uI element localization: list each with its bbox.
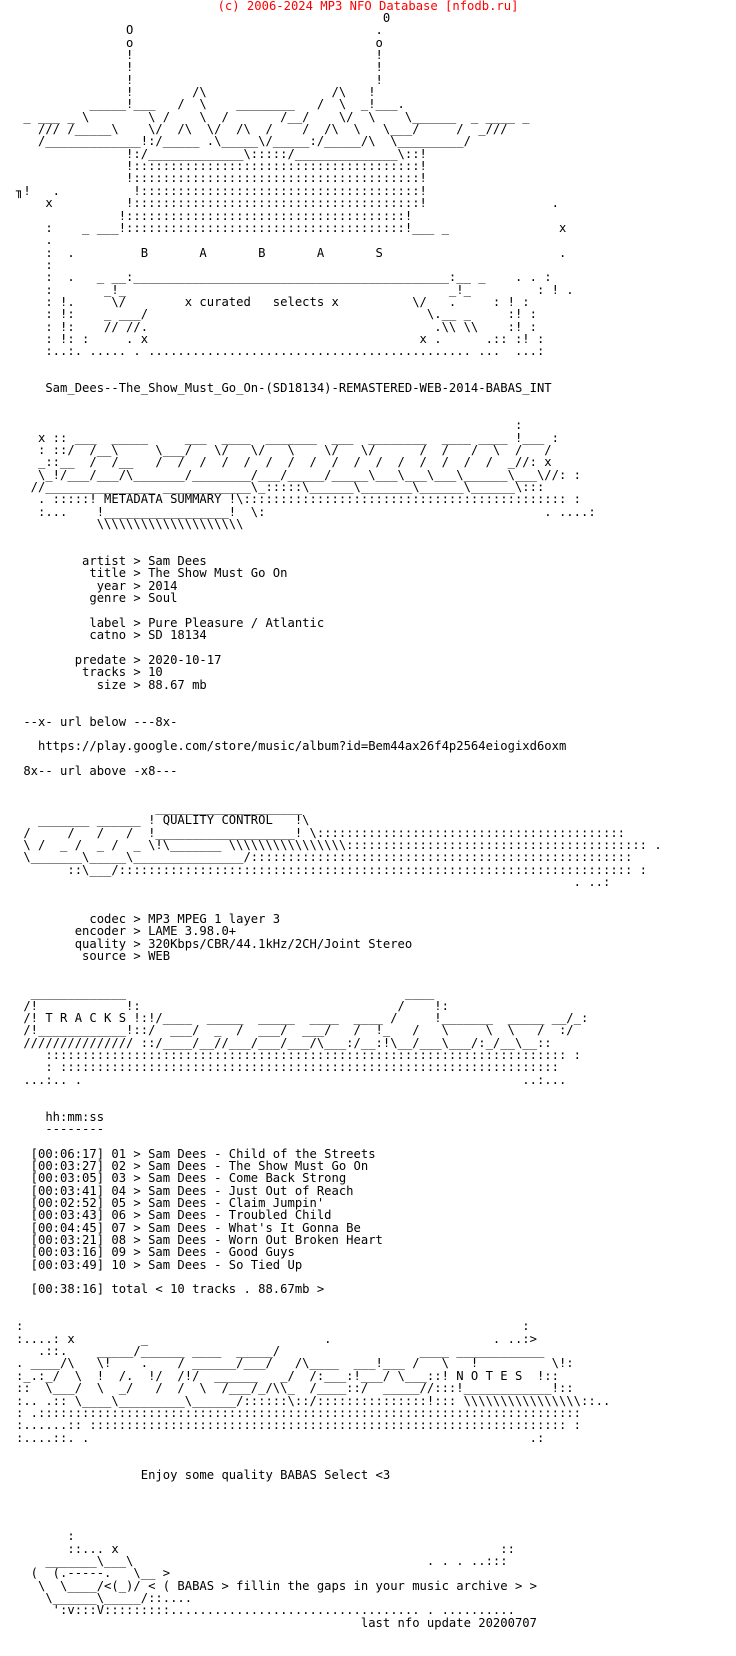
nfo-line: : _ ___!::::::::::::::::::::::::::::::::::::::!___ _ x (16, 220, 567, 235)
nfo-line: [00:03:49] 10 > Sam Dees - So Tied Up (16, 1257, 303, 1272)
nfo-line: . ..: (16, 875, 611, 890)
nfo-line: /// /_____\ \/ /\ \/ /\ / / /\ \ \___/ / _/// (16, 122, 508, 137)
nfo-line: : !: : . x x . .:: :! : (16, 331, 545, 346)
nfo-line: [00:38:16] total < 10 tracks . 88.67mb > (16, 1282, 325, 1297)
nfo-line: source > WEB (16, 949, 171, 964)
nfo-line: : ::/ /__\ \___/ \/ \/ \ \/ \/ / / / \ / / (16, 443, 552, 458)
nfo-line: ':v:::V:::::::::.................................. . .......... (16, 1603, 515, 1618)
nfo-line: 8x-- url above -x8--- (16, 763, 178, 778)
nfo-line: :... !_________________! \: . ....: (16, 504, 596, 519)
nfo-line: : (16, 257, 53, 272)
nfo-line: .::. _____/______ ____ _____/ ____ ____________ (16, 1344, 545, 1359)
nfo-line: codec > MP3 MPEG 1 layer 3 (16, 912, 281, 927)
nfo-line: : _!_ _!_ : ! . (16, 282, 574, 297)
nfo-line: :.. .:: \____\_________\______/::::::\::/:::::::::::::::!::: \\\\\\\\\\\\\\\\::.. (16, 1393, 611, 1408)
nfo-line: encoder > LAME 3.98.0+ (16, 924, 237, 939)
nfo-line: : :::::::::::::::::::::::::::::::::::::::::::::::::::::::::::::::::::: (16, 1060, 559, 1075)
nfo-line: : (16, 1529, 75, 1544)
nfo-line: :: \___/ \ _/ / / \ /___/_/\\_ /____::/ _____//:::!____________!:: (16, 1381, 574, 1396)
nfo-line: //_______________ ____________\_:::::\______\_______\______\______\::: (16, 480, 545, 495)
nfo-line: _____________ ____ (16, 986, 435, 1001)
nfo-line: :....::. . .: (16, 1430, 545, 1445)
nfo-line: : !. \/ x curated selects x \/ . : ! : (16, 294, 530, 309)
nfo-line: x :: ___ _____ ___ ____ _______ ___ ________ ____ ____ !___ : (16, 430, 559, 445)
nfo-line: ::::::::::::::::::::::::::::::::::::::::::::::::::::::::::::::::::::::: : (16, 1047, 581, 1062)
copyright-banner: (c) 2006-2024 MP3 NFO Database [nfodb.ru] (217, 0, 519, 13)
nfo-line: :..:. ..... . ............................................ ... ...: (16, 344, 545, 359)
nfo-line: /////////////// ::/____/__//___/___/___/\___:/__:!\__/___\___/:_/__\__:: (16, 1035, 552, 1050)
nfo-line: : (16, 418, 523, 433)
nfo-line: [00:03:41] 04 > Sam Dees - Just Out of Reach (16, 1183, 354, 1198)
nfo-line: 0 (16, 11, 391, 25)
nfo-line: : . _ __:___________________________________________:__ _ . . : (16, 270, 552, 285)
nfo-line: label > Pure Pleasure / Atlantic (16, 615, 325, 630)
nfo-line: hh:mm:ss (16, 1109, 105, 1124)
nfo-line: \_!/___/___/\_______/________/___/_____/_____\___\___\___\______\___\//: : (16, 467, 581, 482)
nfo-line: : : (16, 1319, 530, 1334)
nfo-line: \ \____/<(_)/ < ( BABAS > fillin the gaps in your music archive > > (16, 1578, 537, 1593)
nfo-line: ::\___/:::::::::::::::::::::::::::::::::::::::::::::::::::::::::::::::::::::: : (16, 862, 648, 877)
nfo-line: predate > 2020-10-17 (16, 652, 222, 667)
nfo-line: -------- (16, 1121, 105, 1136)
nfo-line: :_.:_/ \ ! /. !/ /!/ ______ _/ /:___:!___/ \___::! N O T E S !:: (16, 1368, 559, 1383)
nfo-line: [00:02:52] 05 > Sam Dees - Claim Jumpin' (16, 1196, 325, 1210)
nfo-line: ::... x :: (16, 1541, 515, 1556)
nfo-line: . (16, 233, 53, 248)
nfo-line: Enjoy some quality BABAS Select <3 (16, 1467, 391, 1482)
nfo-line: !:::::::::::::::::::::::::::::::::::::::! (16, 171, 427, 186)
nfo-line: \_______\_____\_______________/:::::::::::::::::::::::::::::::::::::::::::::::::::: (16, 850, 633, 865)
nfo-line: ____________________ (16, 801, 303, 815)
nfo-line: ! ! (16, 72, 383, 87)
nfo-line: _______\___\ . . . ..::: (16, 1553, 508, 1568)
nfo-line: _ ___ _ \ \ / \ / /__/ \/ \ \______ _ ____ _ (16, 109, 530, 124)
nfo-line: : .:::::::::::::::::::::::::::::::::::::::::::::::::::::::::::::::::::::::::: (16, 1405, 581, 1420)
nfo-line: [00:03:05] 03 > Sam Dees - Come Back Strong (16, 1171, 347, 1186)
nfo-line: /! !: / !: (16, 998, 449, 1013)
nfo-line: genre > Soul (16, 591, 178, 606)
nfo-line: :....: x _ . . ..:> (16, 1331, 537, 1346)
nfo-line: [00:03:27] 02 > Sam Dees - The Show Must Go On (16, 1158, 369, 1173)
nfo-line: last nfo update 20200707 (16, 1615, 537, 1630)
nfo-line: ...:.. . ..:... (16, 1072, 567, 1087)
nfo-line: [00:04:45] 07 > Sam Dees - What's It Gonna Be (16, 1220, 361, 1235)
nfo-line: --x- url below ---8x- (16, 714, 178, 729)
nfo-line: / / / / !___________________! \:::::::::::::::::::::::::::::::::::::::::: (16, 825, 626, 840)
nfo-line: \ / _ / _ / _ \!\_______ \\\\\\\\\\\\\\\\::::::::::::::::::::::::::::::::::::::::: . (16, 838, 662, 853)
nfo-line: [00:03:21] 08 > Sam Dees - Worn Out Broken Heart (16, 1233, 383, 1248)
nfo-line: _::__ / /__ / / / / / / / / / / / / / / / / _//: x (16, 455, 552, 470)
nfo-line: :......:: ::::::::::::::::::::::::::::::::::::::::::::::::::::::::::::::::: : (16, 1418, 581, 1433)
nfo-line: [00:03:16] 09 > Sam Dees - Good Guys (16, 1245, 295, 1260)
nfo-line: ( (.-----. \__ > (16, 1566, 171, 1581)
nfo-line: ╖! . !::::::::::::::::::::::::::::::::::::::! (16, 183, 427, 198)
nfo-line: catno > SD 18134 (16, 628, 207, 643)
nfo-line: : !: // //. .\\ \\ :! : (16, 319, 537, 334)
nfo-line: size > 88.67 mb (16, 677, 207, 692)
nfo-line: title > The Show Must Go On (16, 566, 288, 581)
nfo-line: o o (16, 35, 383, 50)
nfo-line: _______ ______ ! QUALITY CONTROL !\ (16, 813, 310, 828)
nfo-line: /_____________!:/_____ .\_____\/_____:/_____/\ \_________/ (16, 134, 471, 149)
nfo-line: \\\\\\\\\\\\\\\\\\\\ (16, 517, 244, 532)
nfo-line: . :::::! METADATA SUMMARY !\:::::::::::::::::::::::::::::::::::::::::::: : (16, 492, 581, 507)
nfo-line: artist > Sam Dees (16, 554, 207, 569)
nfo-line: Sam_Dees--The_Show_Must_Go_On-(SD18134)-REMASTERED-WEB-2014-BABAS_INT (16, 381, 552, 396)
nfo-line: : . B A B A S . (16, 245, 567, 260)
nfo-line: : !: _ ___/ \.__ _ :! : (16, 307, 537, 322)
nfo-line: !:/_____________\:::::/______________\::! (16, 146, 427, 161)
nfo-line: year > 2014 (16, 578, 178, 593)
nfo-line: /! T R A C K S !:!/____ _____ _____ ____ ____ / !_______ _____ __/_: (16, 1010, 589, 1025)
nfo-line: !:::::::::::::::::::::::::::::::::::::::! (16, 159, 427, 174)
nfo-line: [00:06:17] 01 > Sam Dees - Child of the Streets (16, 1146, 376, 1161)
nfo-line: quality > 320Kbps/CBR/44.1kHz/2CH/Joint Stereo (16, 936, 413, 951)
nfo-line: \______\_____/::.... (16, 1591, 193, 1605)
nfo-line: https://play.google.com/store/music/album?id=Bem44ax26f4p2564eiogixd6oxm (16, 739, 567, 754)
nfo-text-body (16, 12, 662, 1629)
nfo-line: ! ! (16, 48, 383, 63)
nfo-line: /!____________!::/ ___/ _ / ___/ ___/ / !_ / \ \ \ / :/ (16, 1023, 574, 1038)
nfo-line: !::::::::::::::::::::::::::::::::::::::! (16, 208, 413, 223)
nfo-line: O . (16, 23, 383, 38)
nfo-line: x !:::::::::::::::::::::::::::::::::::::::! . (16, 196, 559, 211)
nfo-line: [00:03:43] 06 > Sam Dees - Troubled Child (16, 1208, 332, 1223)
nfo-line: . ____/\ \! . / ______/___/ /\____ ___!___ / \ ! \!: (16, 1356, 574, 1371)
nfo-line: ! /\ /\ ! (16, 85, 376, 100)
nfo-line: _____!___ / \ ________ / \ _!___. (16, 97, 405, 112)
nfo-line: ! ! (16, 60, 383, 75)
nfo-line: tracks > 10 (16, 665, 163, 680)
